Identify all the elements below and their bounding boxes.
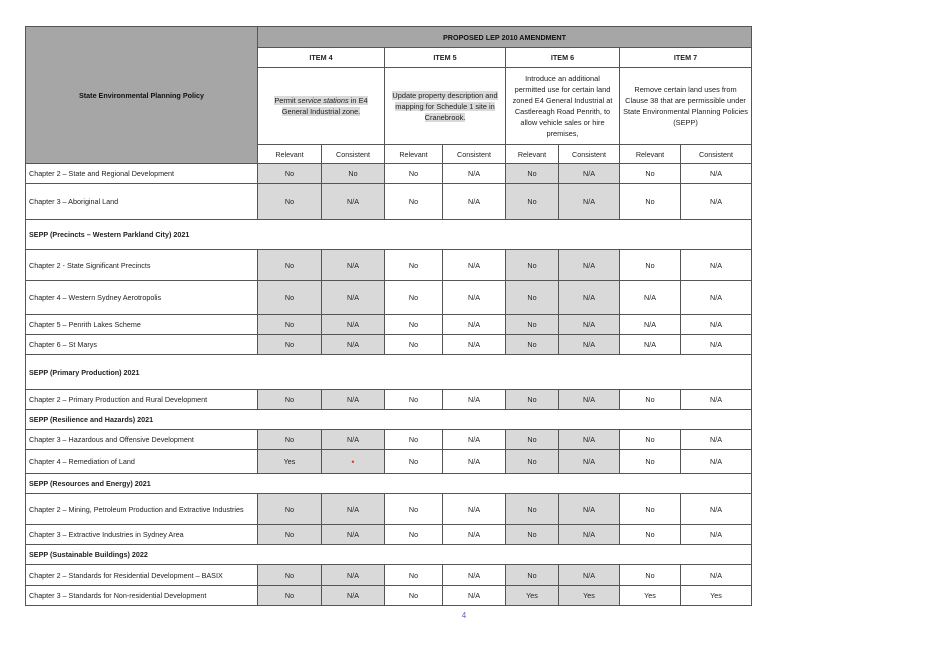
item-5-relevant-cell: No	[385, 565, 443, 586]
item-7-consistent-cell: Yes	[681, 586, 752, 606]
table-row	[26, 250, 752, 281]
item-7-relevant-cell: No	[620, 430, 681, 450]
item-5-consistent-cell: N/A	[443, 430, 506, 450]
item-4-relevant-cell: No	[258, 390, 322, 410]
item-6-consistent-cell: Yes	[559, 586, 620, 606]
red-marker-icon: •	[351, 456, 355, 467]
item-6-relevant-cell: No	[506, 184, 559, 220]
item-7-relevant-cell: No	[620, 184, 681, 220]
item-4-relevant-cell: Yes	[258, 450, 322, 474]
item-7-consistent-cell: N/A	[681, 430, 752, 450]
item-4-consistent-cell: N/A	[322, 281, 385, 315]
chapter-name: Chapter 2 – Mining, Petroleum Production and Extractive Industries	[26, 494, 258, 525]
item-5-consistent-cell: N/A	[443, 565, 506, 586]
item-5-relevant-subheader: Relevant	[385, 145, 443, 164]
section-title: SEPP (Sustainable Buildings) 2022	[26, 545, 752, 565]
item-4-consistent-subheader: Consistent	[322, 145, 385, 164]
item-6-consistent-cell: N/A	[559, 281, 620, 315]
item-6-consistent-cell: N/A	[559, 390, 620, 410]
item-5-relevant-cell: No	[385, 250, 443, 281]
item-5-description: Update property description and mapping for Schedule 1 site in Cranebrook.	[385, 68, 506, 145]
item-7-relevant-cell: N/A	[620, 315, 681, 335]
item-6-relevant-cell: No	[506, 450, 559, 474]
item-7-relevant-cell: No	[620, 250, 681, 281]
item-5-relevant-cell: No	[385, 164, 443, 184]
item-6-relevant-cell: No	[506, 335, 559, 355]
item-4-consistent-cell: No	[322, 164, 385, 184]
item-7-consistent-cell: N/A	[681, 184, 752, 220]
item-5-consistent-cell: N/A	[443, 335, 506, 355]
item-6-relevant-cell: No	[506, 430, 559, 450]
item-7-consistent-cell: N/A	[681, 315, 752, 335]
table-row	[26, 586, 752, 606]
item-6-consistent-cell: N/A	[559, 494, 620, 525]
item-4-consistent-cell	[322, 450, 385, 474]
chapter-name: Chapter 2 - State Significant Precincts	[26, 250, 258, 281]
section-title: SEPP (Primary Production) 2021	[26, 355, 752, 390]
item-4-relevant-cell: No	[258, 184, 322, 220]
item-6-relevant-cell: No	[506, 525, 559, 545]
item-5-consistent-cell: N/A	[443, 250, 506, 281]
item-7-consistent-cell: N/A	[681, 390, 752, 410]
item-5-relevant-cell: No	[385, 525, 443, 545]
sepp-consistency-table	[25, 26, 752, 606]
item-4-relevant-cell: No	[258, 525, 322, 545]
table-row	[26, 315, 752, 335]
item-4-relevant-subheader: Relevant	[258, 145, 322, 164]
item-4-consistent-cell: N/A	[322, 184, 385, 220]
item-7-relevant-cell: No	[620, 390, 681, 410]
item-6-relevant-cell: No	[506, 390, 559, 410]
item-4-consistent-cell: N/A	[322, 494, 385, 525]
item-7-consistent-cell: N/A	[681, 565, 752, 586]
chapter-name: Chapter 2 – Standards for Residential Development – BASIX	[26, 565, 258, 586]
item-4-relevant-cell: No	[258, 250, 322, 281]
item-4-consistent-cell: N/A	[322, 430, 385, 450]
section-title: SEPP (Resources and Energy) 2021	[26, 474, 752, 494]
item-5-relevant-cell: No	[385, 184, 443, 220]
section-title: SEPP (Resilience and Hazards) 2021	[26, 410, 752, 430]
section-row	[26, 545, 752, 565]
item-7-relevant-subheader: Relevant	[620, 145, 681, 164]
amendment-title: PROPOSED LEP 2010 AMENDMENT	[258, 27, 752, 48]
item-6-relevant-subheader: Relevant	[506, 145, 559, 164]
item-4-relevant-cell: No	[258, 430, 322, 450]
item-5-consistent-cell: N/A	[443, 586, 506, 606]
item-5-consistent-cell: N/A	[443, 281, 506, 315]
item-6-relevant-cell: No	[506, 164, 559, 184]
item-4-consistent-cell: N/A	[322, 250, 385, 281]
chapter-name: Chapter 5 – Penrith Lakes Scheme	[26, 315, 258, 335]
item-5-relevant-cell: No	[385, 390, 443, 410]
item-7-relevant-cell: N/A	[620, 335, 681, 355]
chapter-name: Chapter 3 – Aboriginal Land	[26, 184, 258, 220]
item-7-relevant-cell: Yes	[620, 586, 681, 606]
item-7-relevant-cell: No	[620, 565, 681, 586]
item-6-consistent-subheader: Consistent	[559, 145, 620, 164]
table-row	[26, 565, 752, 586]
item-7-consistent-cell: N/A	[681, 335, 752, 355]
table-row	[26, 450, 752, 474]
item-6-consistent-cell: N/A	[559, 525, 620, 545]
item-7-consistent-subheader: Consistent	[681, 145, 752, 164]
item-5-relevant-cell: No	[385, 335, 443, 355]
item-6-header: ITEM 6	[506, 48, 620, 68]
item-7-header: ITEM 7	[620, 48, 752, 68]
item-6-description: Introduce an additional permitted use for certain land zoned E4 General Industrial at Castlereagh Road Penrith, to allow vehicle sales or hire premises,	[506, 68, 620, 145]
item-7-description: Remove certain land uses from Clause 38 that are permissible under State Environmental Planning Policies (SEPP)	[620, 68, 752, 145]
table-row	[26, 164, 752, 184]
table-row	[26, 335, 752, 355]
item-5-consistent-subheader: Consistent	[443, 145, 506, 164]
item-5-header: ITEM 5	[385, 48, 506, 68]
item-7-relevant-cell: No	[620, 450, 681, 474]
section-row	[26, 474, 752, 494]
item-4-relevant-cell: No	[258, 335, 322, 355]
item-7-consistent-cell: N/A	[681, 494, 752, 525]
item-7-consistent-cell: N/A	[681, 281, 752, 315]
table-body	[26, 164, 752, 606]
item-4-relevant-cell: No	[258, 586, 322, 606]
chapter-name: Chapter 3 – Standards for Non-residential Development	[26, 586, 258, 606]
table-row	[26, 390, 752, 410]
item-4-consistent-cell: N/A	[322, 565, 385, 586]
page-number: 4	[461, 611, 467, 620]
item-4-consistent-cell: N/A	[322, 390, 385, 410]
item-4-consistent-cell: N/A	[322, 525, 385, 545]
item-5-consistent-cell: N/A	[443, 390, 506, 410]
item-7-consistent-cell: N/A	[681, 525, 752, 545]
item-6-consistent-cell: N/A	[559, 430, 620, 450]
item-7-relevant-cell: No	[620, 525, 681, 545]
item-5-consistent-cell: N/A	[443, 184, 506, 220]
item-6-consistent-cell: N/A	[559, 335, 620, 355]
item-5-relevant-cell: No	[385, 586, 443, 606]
policy-column-header: State Environmental Planning Policy	[26, 27, 258, 164]
table-row	[26, 281, 752, 315]
table-row	[26, 184, 752, 220]
item-6-relevant-cell: No	[506, 494, 559, 525]
item-4-relevant-cell: No	[258, 315, 322, 335]
item-4-relevant-cell: No	[258, 164, 322, 184]
item-6-relevant-cell: No	[506, 281, 559, 315]
item-4-relevant-cell: No	[258, 494, 322, 525]
section-title: SEPP (Precincts – Western Parkland City) 2021	[26, 220, 752, 250]
chapter-name: Chapter 3 – Extractive Industries in Sydney Area	[26, 525, 258, 545]
item-6-consistent-cell: N/A	[559, 565, 620, 586]
item-6-consistent-cell: N/A	[559, 184, 620, 220]
chapter-name: Chapter 3 – Hazardous and Offensive Development	[26, 430, 258, 450]
item-5-relevant-cell: No	[385, 315, 443, 335]
item-4-consistent-cell: N/A	[322, 335, 385, 355]
item-5-consistent-cell: N/A	[443, 315, 506, 335]
item-7-relevant-cell: No	[620, 164, 681, 184]
item-5-relevant-cell: No	[385, 430, 443, 450]
item-7-consistent-cell: N/A	[681, 450, 752, 474]
item-4-header: ITEM 4	[258, 48, 385, 68]
section-row	[26, 355, 752, 390]
item-7-consistent-cell: N/A	[681, 250, 752, 281]
item-5-consistent-cell: N/A	[443, 494, 506, 525]
chapter-name: Chapter 2 – Primary Production and Rural Development	[26, 390, 258, 410]
item-7-relevant-cell: No	[620, 494, 681, 525]
item-6-relevant-cell: No	[506, 565, 559, 586]
section-row	[26, 220, 752, 250]
item-5-consistent-cell: N/A	[443, 164, 506, 184]
chapter-name: Chapter 6 – St Marys	[26, 335, 258, 355]
item-6-consistent-cell: N/A	[559, 450, 620, 474]
chapter-name: Chapter 4 – Western Sydney Aerotropolis	[26, 281, 258, 315]
item-7-consistent-cell: N/A	[681, 164, 752, 184]
item-4-consistent-cell: N/A	[322, 586, 385, 606]
item-5-relevant-cell: No	[385, 281, 443, 315]
chapter-name: Chapter 2 – State and Regional Development	[26, 164, 258, 184]
item-7-relevant-cell: N/A	[620, 281, 681, 315]
item-6-relevant-cell: No	[506, 250, 559, 281]
item-5-relevant-cell: No	[385, 494, 443, 525]
item-6-relevant-cell: Yes	[506, 586, 559, 606]
table-row	[26, 525, 752, 545]
item-4-description: Permit service stations in E4 General Industrial zone.	[258, 68, 385, 145]
item-5-relevant-cell: No	[385, 450, 443, 474]
item-6-consistent-cell: N/A	[559, 315, 620, 335]
chapter-name: Chapter 4 – Remediation of Land	[26, 450, 258, 474]
section-row	[26, 410, 752, 430]
item-5-consistent-cell: N/A	[443, 450, 506, 474]
table-row	[26, 430, 752, 450]
item-6-consistent-cell: N/A	[559, 250, 620, 281]
item-4-relevant-cell: No	[258, 565, 322, 586]
item-6-relevant-cell: No	[506, 315, 559, 335]
table-row	[26, 494, 752, 525]
item-5-consistent-cell: N/A	[443, 525, 506, 545]
item-6-consistent-cell: N/A	[559, 164, 620, 184]
item-4-relevant-cell: No	[258, 281, 322, 315]
item-4-consistent-cell: N/A	[322, 315, 385, 335]
